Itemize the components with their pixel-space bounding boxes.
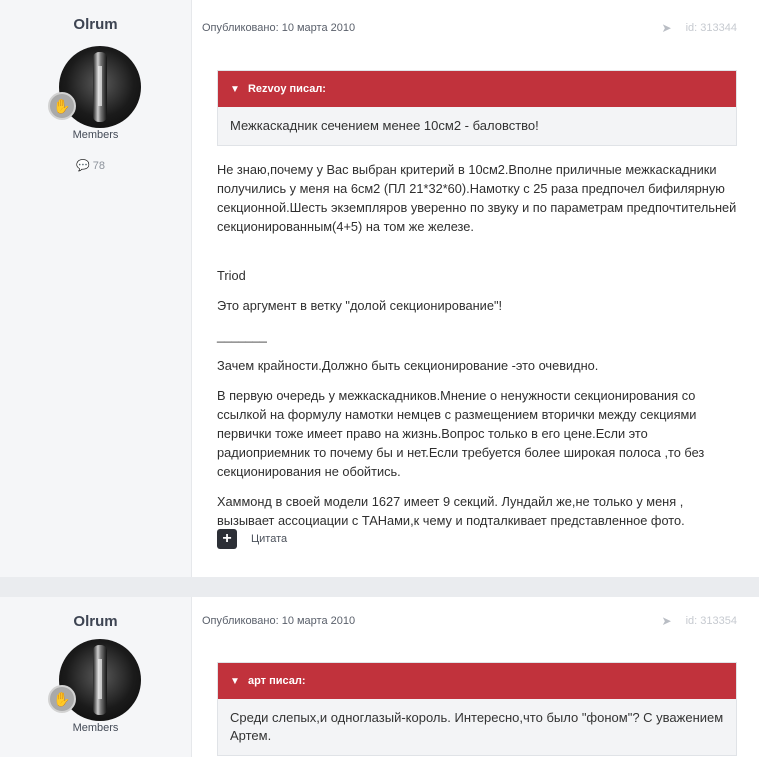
author-name[interactable]: Olrum	[73, 16, 118, 33]
post	[0, 597, 759, 757]
paragraph: Triod	[217, 268, 246, 283]
plus-icon[interactable]: +	[217, 529, 237, 549]
rank-badge-icon: ✋	[48, 685, 76, 713]
paragraph: Не знаю,почему у Вас выбран критерий в 10см2.Вполне приличные межкаскадники получились у меня на 6см2 (ПЛ 21*32*60).Намотку с 25 раза предпочел бифилярную секционной.Шесть экземпляров уверенно по звуку и по параметрам предпочтительней секционированным(4+5) на том же железе.	[217, 162, 737, 234]
share-icon[interactable]: ➤	[661, 614, 672, 628]
quote-header[interactable]	[218, 71, 736, 107]
paragraph: Зачем крайности.Должно быть секционирование -это очевидно.	[217, 358, 599, 373]
quote-button[interactable]	[217, 529, 287, 549]
quote-button-label[interactable]: Цитата	[251, 533, 288, 545]
rank-badge-icon: ✋	[48, 92, 76, 120]
quote-header[interactable]	[218, 663, 736, 699]
quote-author: Rezvoy писал:	[247, 83, 326, 95]
chevron-down-icon: ▼	[230, 676, 240, 687]
quote-block	[217, 662, 737, 756]
post-body	[217, 160, 737, 541]
member-group: Members	[72, 129, 119, 141]
post-count	[76, 159, 105, 172]
post-meta	[662, 21, 737, 35]
quote-text: Межкаскадник сечением менее 10см2 - баловство!	[230, 118, 539, 133]
avatar-highlight	[98, 659, 102, 699]
paragraph: _______	[217, 328, 267, 343]
post-id[interactable]: id: 313344	[685, 22, 737, 34]
member-group: Members	[72, 722, 119, 734]
author-name[interactable]: Olrum	[73, 613, 118, 630]
paragraph: В первую очередь у межкаскадников.Мнение о ненужности секционирования со ссылкой на формулу намотки немцев с размещением вторички между секциями первички тоже имеет право на жизнь.Вопрос только в его цене.Если это радиоприемник то почему бы и нет.Если требуется более широкая полоса ,то без секционирования не обойтись.	[217, 388, 705, 479]
paragraph: Это аргумент в ветку "долой секционирование"!	[217, 298, 503, 313]
quote-text: Среди слепых,и одноглазый-король. Интересно,что было "фоном"? С уважением Артем.	[230, 710, 724, 743]
quote-author: арт писал:	[247, 675, 306, 687]
comment-icon: 💬	[76, 160, 90, 172]
author-panel	[0, 597, 192, 757]
share-icon[interactable]: ➤	[661, 21, 672, 35]
post-content	[192, 597, 759, 757]
paragraph: Хаммонд в своей модели 1627 имеет 9 секций. Лундайл же,не только у меня , вызывает ассоциации с ТАНами,к чему и подталкивает представленное фото.	[217, 494, 685, 528]
author-panel	[0, 0, 192, 577]
post-content	[192, 0, 759, 577]
post-date: Опубликовано: 10 марта 2010	[202, 615, 356, 627]
post-date: Опубликовано: 10 марта 2010	[202, 22, 356, 34]
post-meta	[662, 614, 737, 628]
post-count-value: 78	[92, 160, 106, 172]
post-id[interactable]: id: 313354	[685, 615, 737, 627]
chevron-down-icon: ▼	[230, 84, 240, 95]
avatar-highlight	[98, 66, 102, 106]
quote-block	[217, 70, 737, 146]
